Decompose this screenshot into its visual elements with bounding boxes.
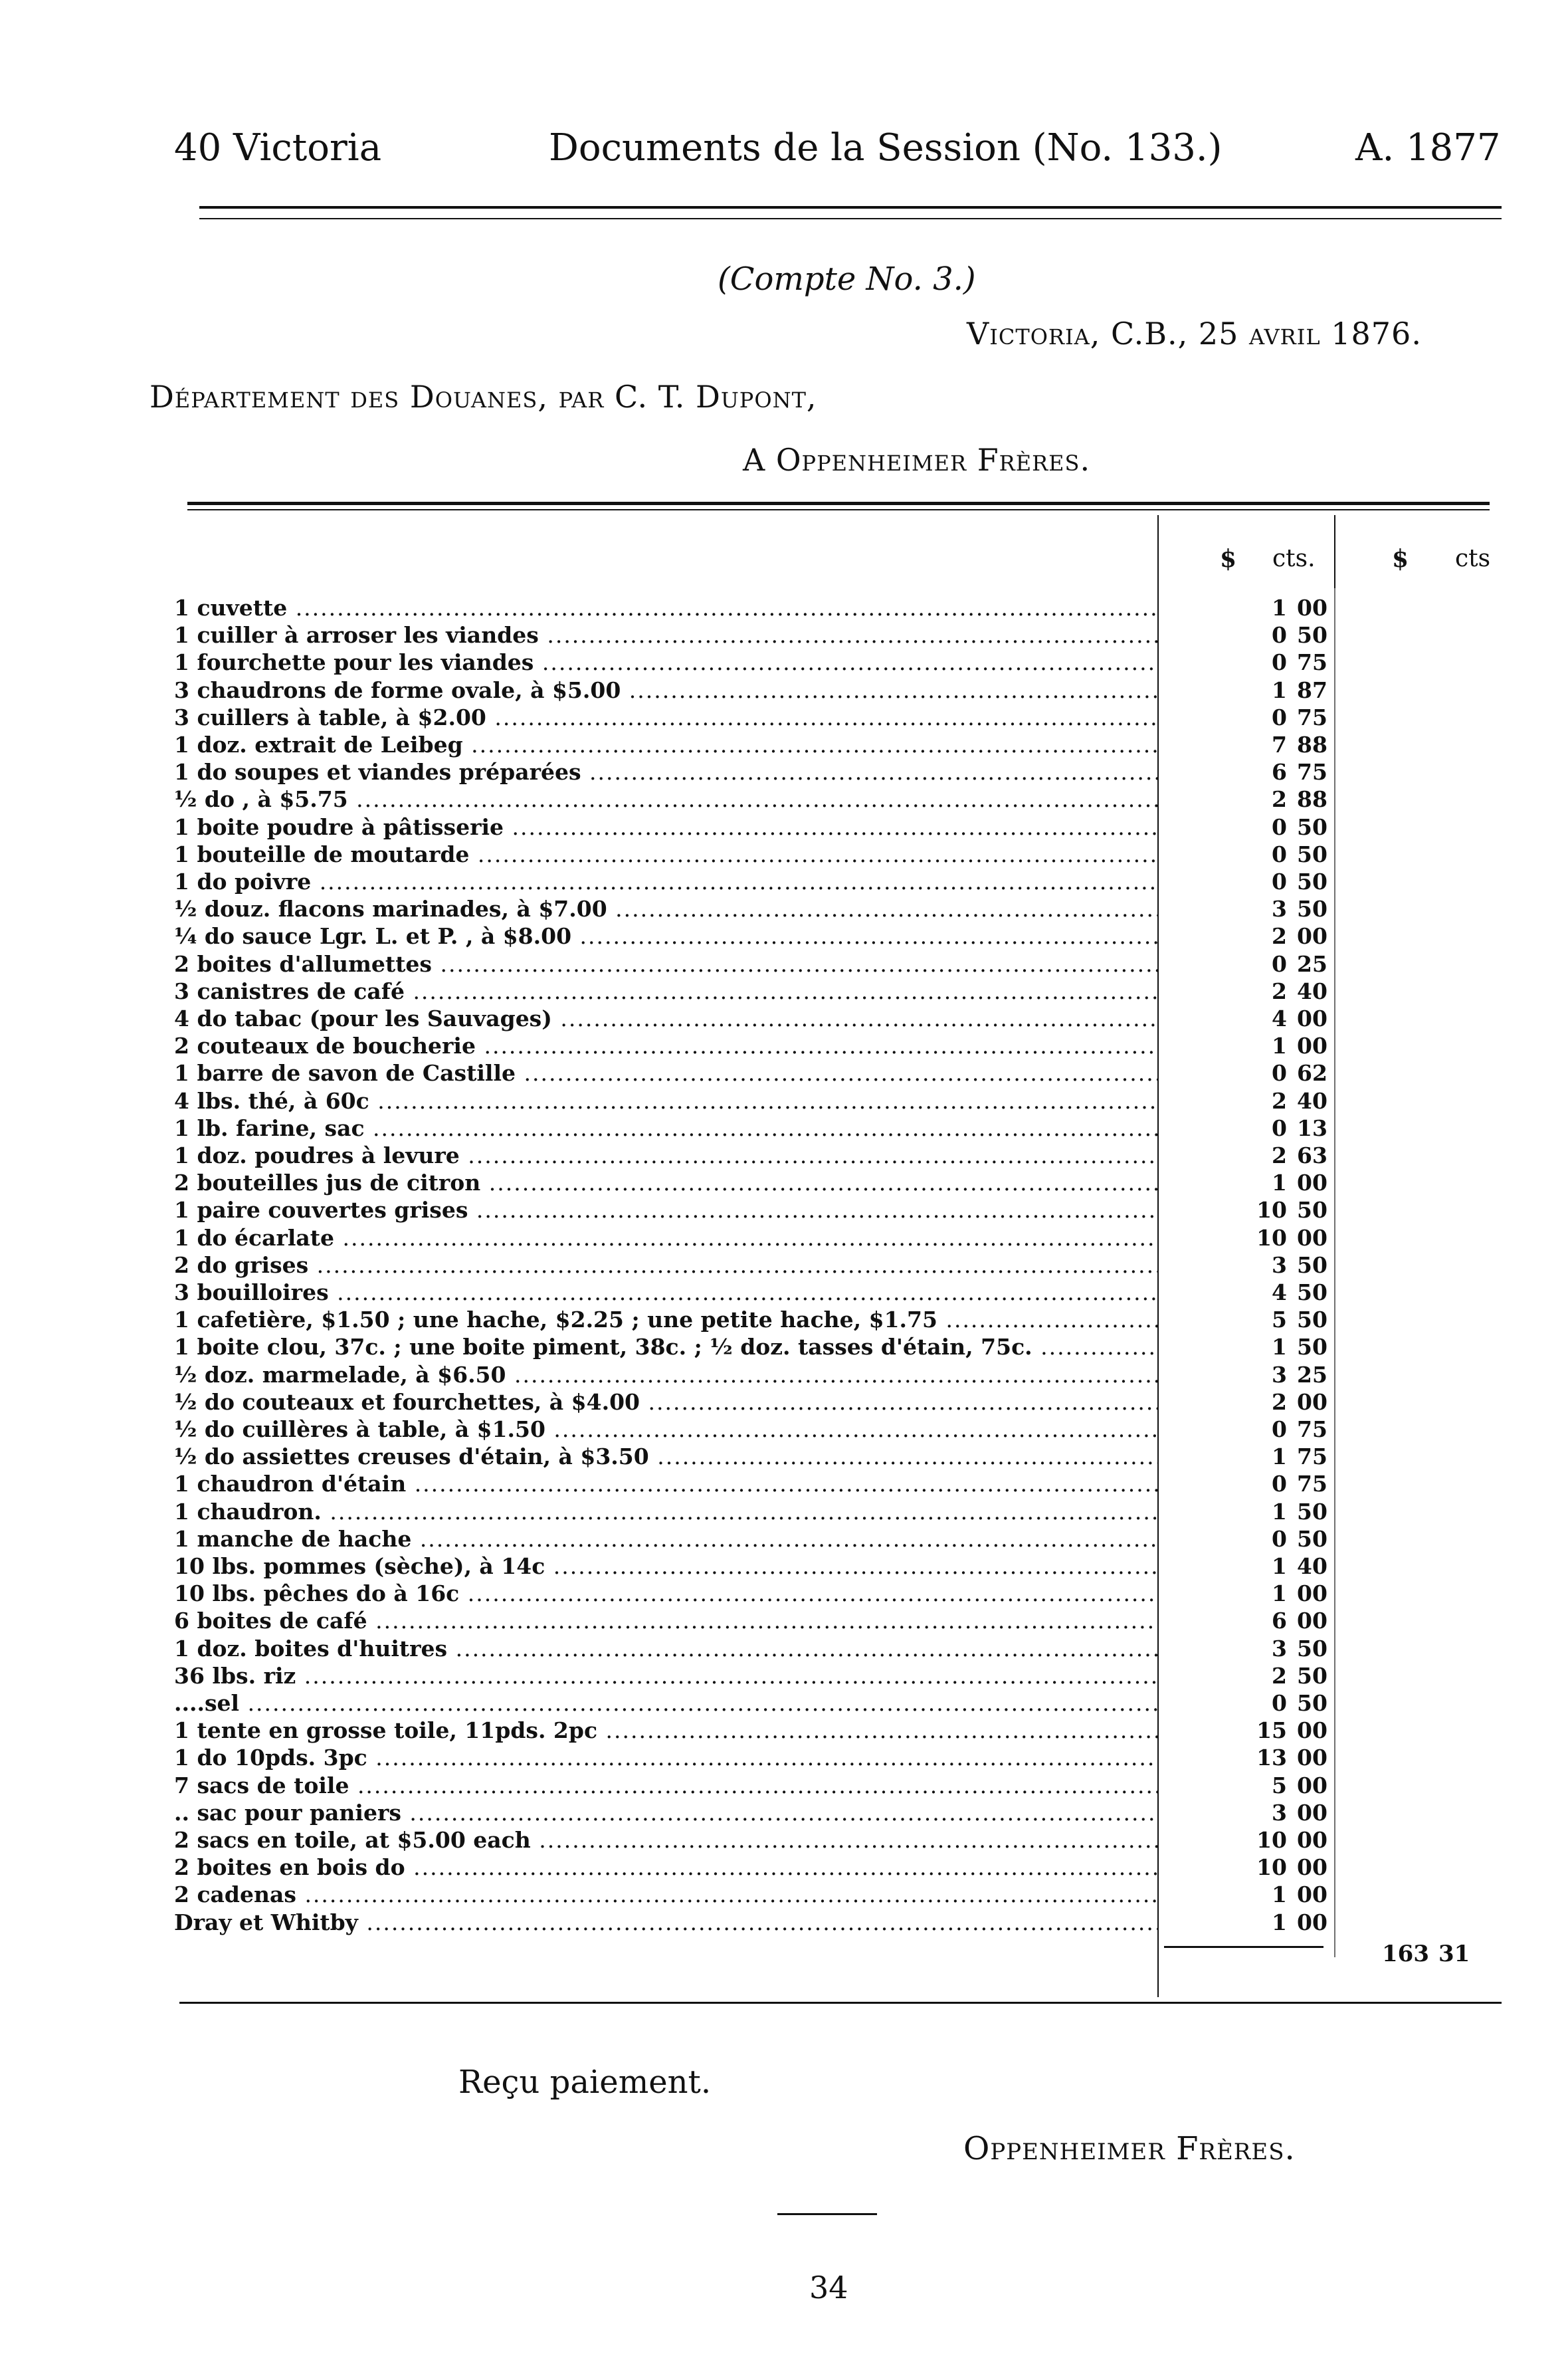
col1-head-cts: cts. (1272, 545, 1316, 572)
item-description: 36 lbs. riz ..... (174, 1663, 1157, 1689)
item-description: ½ do couteaux et fourchettes, à $4.00 ..... (174, 1389, 1157, 1415)
item-dollars: 0 (1272, 704, 1287, 730)
item-description: 1 manche de hache ..... (174, 1526, 1157, 1552)
item-cents: 40 (1297, 1553, 1327, 1579)
item-cents: 00 (1297, 1388, 1327, 1415)
item-dollars: 13 (1256, 1745, 1287, 1771)
item-dollars: 3 (1272, 1251, 1287, 1278)
item-cents: 40 (1297, 1087, 1327, 1114)
department-line: Département des Douanes, par C. T. Dupont, (149, 379, 817, 415)
item-description: 1 cafetière, $1.50 ; une hache, $2.25 ; une petite hache, $1.75 ..... (174, 1307, 1157, 1333)
item-cents: 75 (1297, 759, 1327, 786)
item-cents: 00 (1297, 1827, 1327, 1853)
total-cts: 31 (1438, 1941, 1470, 1967)
table-row (174, 1909, 1503, 1933)
item-cents: 00 (1297, 1745, 1327, 1771)
item-cents: 00 (1297, 1170, 1327, 1196)
item-description: 2 bouteilles jus de citron ..... (174, 1170, 1157, 1196)
item-description: Dray et Whitby ..... (174, 1909, 1157, 1935)
table-row (174, 1717, 1503, 1744)
table-row (174, 1416, 1503, 1440)
item-dollars: 2 (1272, 1662, 1287, 1689)
item-description: 1 doz. extrait de Leibeg ..... (174, 732, 1157, 758)
item-cents: 00 (1297, 1717, 1327, 1744)
table-row (174, 1444, 1503, 1470)
table-row (174, 759, 1503, 786)
item-description: 7 sacs de toile ..... (174, 1772, 1157, 1798)
received-note: Reçu paiement. (458, 2064, 712, 2101)
item-dollars: 1 (1272, 595, 1287, 621)
item-description: 2 boites en bois do ..... (174, 1854, 1157, 1880)
header-title: Documents de la Session (No. 133.) (549, 126, 1223, 169)
item-cents: 50 (1297, 1662, 1327, 1689)
item-description: 3 cuillers à table, à $2.00 ..... (174, 704, 1157, 730)
item-cents: 40 (1297, 978, 1327, 1004)
table-rule-bottom (179, 2002, 1502, 2004)
item-cents: 50 (1297, 1525, 1327, 1552)
item-dollars: 0 (1272, 950, 1287, 977)
item-cents: 88 (1297, 732, 1327, 758)
table-row (174, 1334, 1503, 1358)
table-row (174, 1389, 1503, 1413)
item-dollars: 0 (1272, 813, 1287, 840)
table-row (174, 1033, 1503, 1057)
table-row (174, 978, 1503, 1002)
table-row (174, 1170, 1503, 1194)
item-dollars: 3 (1272, 896, 1287, 922)
item-cents: 50 (1297, 869, 1327, 895)
item-dollars: 0 (1272, 1416, 1287, 1442)
item-cents: 75 (1297, 1444, 1327, 1470)
item-description: 1 do poivre ..... (174, 869, 1157, 895)
item-description: 4 do tabac (pour les Sauvages) ..... (174, 1006, 1157, 1031)
item-dollars: 3 (1272, 1361, 1287, 1388)
item-description: 2 cadenas ..... (174, 1881, 1157, 1907)
table-row (174, 1745, 1503, 1769)
item-description: 10 lbs. pêches do à 16c ..... (174, 1580, 1157, 1606)
item-dollars: 0 (1272, 1525, 1287, 1552)
item-dollars: 0 (1272, 1471, 1287, 1497)
item-cents: 50 (1297, 622, 1327, 649)
header-year: A. 1877 (1355, 126, 1501, 169)
item-description: 3 chaudrons de forme ovale, à $5.00 ..... (174, 677, 1157, 703)
item-dollars: 5 (1272, 1772, 1287, 1798)
item-description: ½ doz. marmelade, à $6.50 ..... (174, 1362, 1157, 1388)
item-cents: 75 (1297, 704, 1327, 730)
item-dollars: 1 (1272, 1580, 1287, 1607)
item-description: 1 chaudron. ..... (174, 1499, 1157, 1525)
item-cents: 50 (1297, 1251, 1327, 1278)
item-description: ½ do , à $5.75 ..... (174, 786, 1157, 812)
item-cents: 50 (1297, 896, 1327, 922)
item-dollars: 2 (1272, 1087, 1287, 1114)
header-volume: 40 Victoria (174, 126, 382, 169)
item-cents: 50 (1297, 1690, 1327, 1716)
item-cents: 00 (1297, 595, 1327, 621)
item-description: ½ do cuillères à table, à $1.50 ..... (174, 1416, 1157, 1442)
table-row (174, 1362, 1503, 1386)
table-row (174, 1115, 1503, 1139)
item-description: 1 chaudron d'étain ..... (174, 1471, 1157, 1497)
item-description: ½ douz. flacons marinades, à $7.00 ..... (174, 896, 1157, 922)
item-cents: 00 (1297, 1006, 1327, 1031)
item-description: 1 do 10pds. 3pc ..... (174, 1745, 1157, 1771)
item-description: 3 canistres de café ..... (174, 978, 1157, 1004)
table-row (174, 1772, 1503, 1796)
item-description: 6 boites de café ..... (174, 1608, 1157, 1634)
item-dollars: 1 (1272, 677, 1287, 703)
item-dollars: 2 (1272, 786, 1287, 813)
table-row (174, 1060, 1503, 1087)
item-cents: 00 (1297, 1854, 1327, 1881)
table-rule-top-thin (187, 509, 1490, 510)
item-dollars: 1 (1272, 1334, 1287, 1360)
table-row (174, 1307, 1503, 1331)
table-row (174, 1006, 1503, 1029)
table-row (174, 1580, 1503, 1607)
item-cents: 00 (1297, 1608, 1327, 1634)
signature: Oppenheimer Frères. (963, 2130, 1296, 2167)
item-cents: 63 (1297, 1142, 1327, 1168)
item-dollars: 4 (1272, 1006, 1287, 1031)
page-number: 34 (809, 2270, 848, 2306)
item-dollars: 0 (1272, 1115, 1287, 1141)
item-description: 10 lbs. pommes (sèche), à 14c ..... (174, 1553, 1157, 1579)
item-cents: 00 (1297, 1224, 1327, 1251)
item-description: ½ do assiettes creuses d'étain, à $3.50 ..... (174, 1444, 1157, 1469)
compte-number: (Compte No. 3.) (718, 261, 976, 298)
table-row (174, 1881, 1503, 1908)
table-row (174, 704, 1503, 728)
item-cents: 00 (1297, 1033, 1327, 1059)
table-row (174, 1800, 1503, 1824)
item-cents: 25 (1297, 1361, 1327, 1388)
item-cents: 87 (1297, 677, 1327, 703)
item-dollars: 1 (1272, 1170, 1287, 1196)
item-dollars: 0 (1272, 869, 1287, 895)
item-cents: 13 (1297, 1115, 1327, 1141)
item-description: 1 boite clou, 37c. ; une boite piment, 38c. ; ½ doz. tasses d'étain, 75c. ..... (174, 1334, 1157, 1360)
table-row (174, 1252, 1503, 1276)
table-row (174, 649, 1503, 676)
header-rule-bottom (199, 218, 1502, 219)
item-cents: 50 (1297, 1279, 1327, 1305)
item-dollars: 1 (1272, 1498, 1287, 1525)
item-description: 2 couteaux de boucherie ..... (174, 1033, 1157, 1059)
item-dollars: 15 (1256, 1717, 1287, 1744)
table-row (174, 1608, 1503, 1632)
item-description: .. sac pour paniers ..... (174, 1800, 1157, 1826)
item-dollars: 1 (1272, 1553, 1287, 1579)
item-cents: 00 (1297, 1881, 1327, 1908)
total-dollar: 163 (1382, 1941, 1429, 1967)
item-dollars: 1 (1272, 1444, 1287, 1470)
item-description: 1 doz. poudres à levure ..... (174, 1142, 1157, 1168)
item-cents: 00 (1297, 1909, 1327, 1935)
item-cents: 50 (1297, 1334, 1327, 1360)
item-description: 1 do écarlate ..... (174, 1225, 1157, 1251)
table-row (174, 1499, 1503, 1523)
item-description: 3 bouilloires ..... (174, 1279, 1157, 1305)
item-description: 1 barre de savon de Castille ..... (174, 1060, 1157, 1086)
table-row (174, 595, 1503, 619)
item-dollars: 0 (1272, 841, 1287, 867)
item-description: ¼ do sauce Lgr. L. et P. , à $8.00 ..... (174, 923, 1157, 949)
item-description: 2 do grises ..... (174, 1252, 1157, 1278)
item-cents: 00 (1297, 1799, 1327, 1826)
item-dollars: 10 (1256, 1827, 1287, 1853)
table-row (174, 622, 1503, 649)
item-description: 1 lb. farine, sac ..... (174, 1115, 1157, 1141)
item-description: 1 cuvette ..... (174, 595, 1157, 621)
item-dollars: 0 (1272, 622, 1287, 649)
item-cents: 50 (1297, 1197, 1327, 1224)
item-description: 1 boite poudre à pâtisserie ..... (174, 814, 1157, 840)
item-cents: 50 (1297, 1307, 1327, 1333)
table-row (174, 923, 1503, 950)
header-rule-top (199, 206, 1502, 209)
item-dollars: 3 (1272, 1799, 1287, 1826)
item-dollars: 2 (1272, 923, 1287, 950)
item-cents: 50 (1297, 841, 1327, 867)
item-cents: 00 (1297, 923, 1327, 950)
item-dollars: 10 (1256, 1224, 1287, 1251)
col1-head-dollar: $ (1220, 545, 1237, 573)
item-dollars: 7 (1272, 732, 1287, 758)
table-row (174, 1526, 1503, 1550)
item-dollars: 2 (1272, 1388, 1287, 1415)
footer-rule (777, 2213, 877, 2215)
item-cents: 75 (1297, 1471, 1327, 1497)
table-row (174, 1636, 1503, 1660)
item-dollars: 2 (1272, 1142, 1287, 1168)
table-row (174, 869, 1503, 893)
item-description: 1 cuiller à arroser les viandes ..... (174, 622, 1157, 648)
item-dollars: 10 (1256, 1854, 1287, 1881)
item-dollars: 4 (1272, 1279, 1287, 1305)
item-dollars: 0 (1272, 1690, 1287, 1716)
item-description: 2 boites d'allumettes ..... (174, 951, 1157, 977)
item-cents: 62 (1297, 1060, 1327, 1087)
table-row (174, 786, 1503, 813)
item-description: 2 sacs en toile, at $5.00 each ..... (174, 1827, 1157, 1853)
item-dollars: 3 (1272, 1635, 1287, 1662)
item-dollars: 0 (1272, 649, 1287, 676)
item-dollars: 5 (1272, 1307, 1287, 1333)
item-dollars: 1 (1272, 1033, 1287, 1059)
item-dollars: 10 (1256, 1197, 1287, 1224)
table-row (174, 1854, 1503, 1881)
payee-line: A Oppenheimer Frères. (743, 442, 1091, 478)
item-description: 1 bouteille de moutarde ..... (174, 841, 1157, 867)
item-description: 1 tente en grosse toile, 11pds. 2pc ..... (174, 1717, 1157, 1743)
table-row (174, 1471, 1503, 1495)
table-row (174, 1142, 1503, 1166)
table-row (174, 677, 1503, 701)
table-row (174, 732, 1503, 756)
item-description: ....sel ..... (174, 1690, 1157, 1716)
table-row (174, 841, 1503, 865)
item-dollars: 1 (1272, 1909, 1287, 1935)
item-cents: 50 (1297, 813, 1327, 840)
item-description: 1 doz. boites d'huitres ..... (174, 1636, 1157, 1662)
column-divider-2 (1334, 515, 1335, 588)
item-cents: 00 (1297, 1580, 1327, 1607)
table-rule-top (187, 502, 1490, 505)
col2-head-dollar: $ (1392, 545, 1409, 573)
item-description: 1 paire couvertes grises ..... (174, 1197, 1157, 1223)
item-cents: 50 (1297, 1635, 1327, 1662)
table-row (174, 896, 1503, 920)
item-dollars: 6 (1272, 1608, 1287, 1634)
table-row (174, 1088, 1503, 1112)
item-description: 4 lbs. thé, à 60c ..... (174, 1088, 1157, 1114)
item-cents: 50 (1297, 1498, 1327, 1525)
item-cents: 75 (1297, 1416, 1327, 1442)
table-row (174, 1690, 1503, 1714)
item-dollars: 1 (1272, 1881, 1287, 1908)
item-description: 1 do soupes et viandes préparées ..... (174, 759, 1157, 785)
item-dollars: 6 (1272, 759, 1287, 786)
table-row (174, 1197, 1503, 1224)
table-row (174, 951, 1503, 975)
table-row (174, 814, 1503, 838)
table-row (174, 1553, 1503, 1577)
table-row (174, 1827, 1503, 1851)
sum-rule (1164, 1946, 1323, 1948)
item-dollars: 2 (1272, 978, 1287, 1004)
item-description: 1 fourchette pour les viandes ..... (174, 649, 1157, 675)
item-cents: 25 (1297, 950, 1327, 977)
item-cents: 75 (1297, 649, 1327, 676)
table-row (174, 1225, 1503, 1249)
item-cents: 00 (1297, 1772, 1327, 1798)
col2-head-cts: cts (1455, 545, 1491, 572)
item-cents: 88 (1297, 786, 1327, 813)
place-date: Victoria, C.B., 25 avril 1876. (967, 316, 1422, 352)
item-dollars: 0 (1272, 1060, 1287, 1087)
table-row (174, 1663, 1503, 1687)
table-row (174, 1279, 1503, 1303)
